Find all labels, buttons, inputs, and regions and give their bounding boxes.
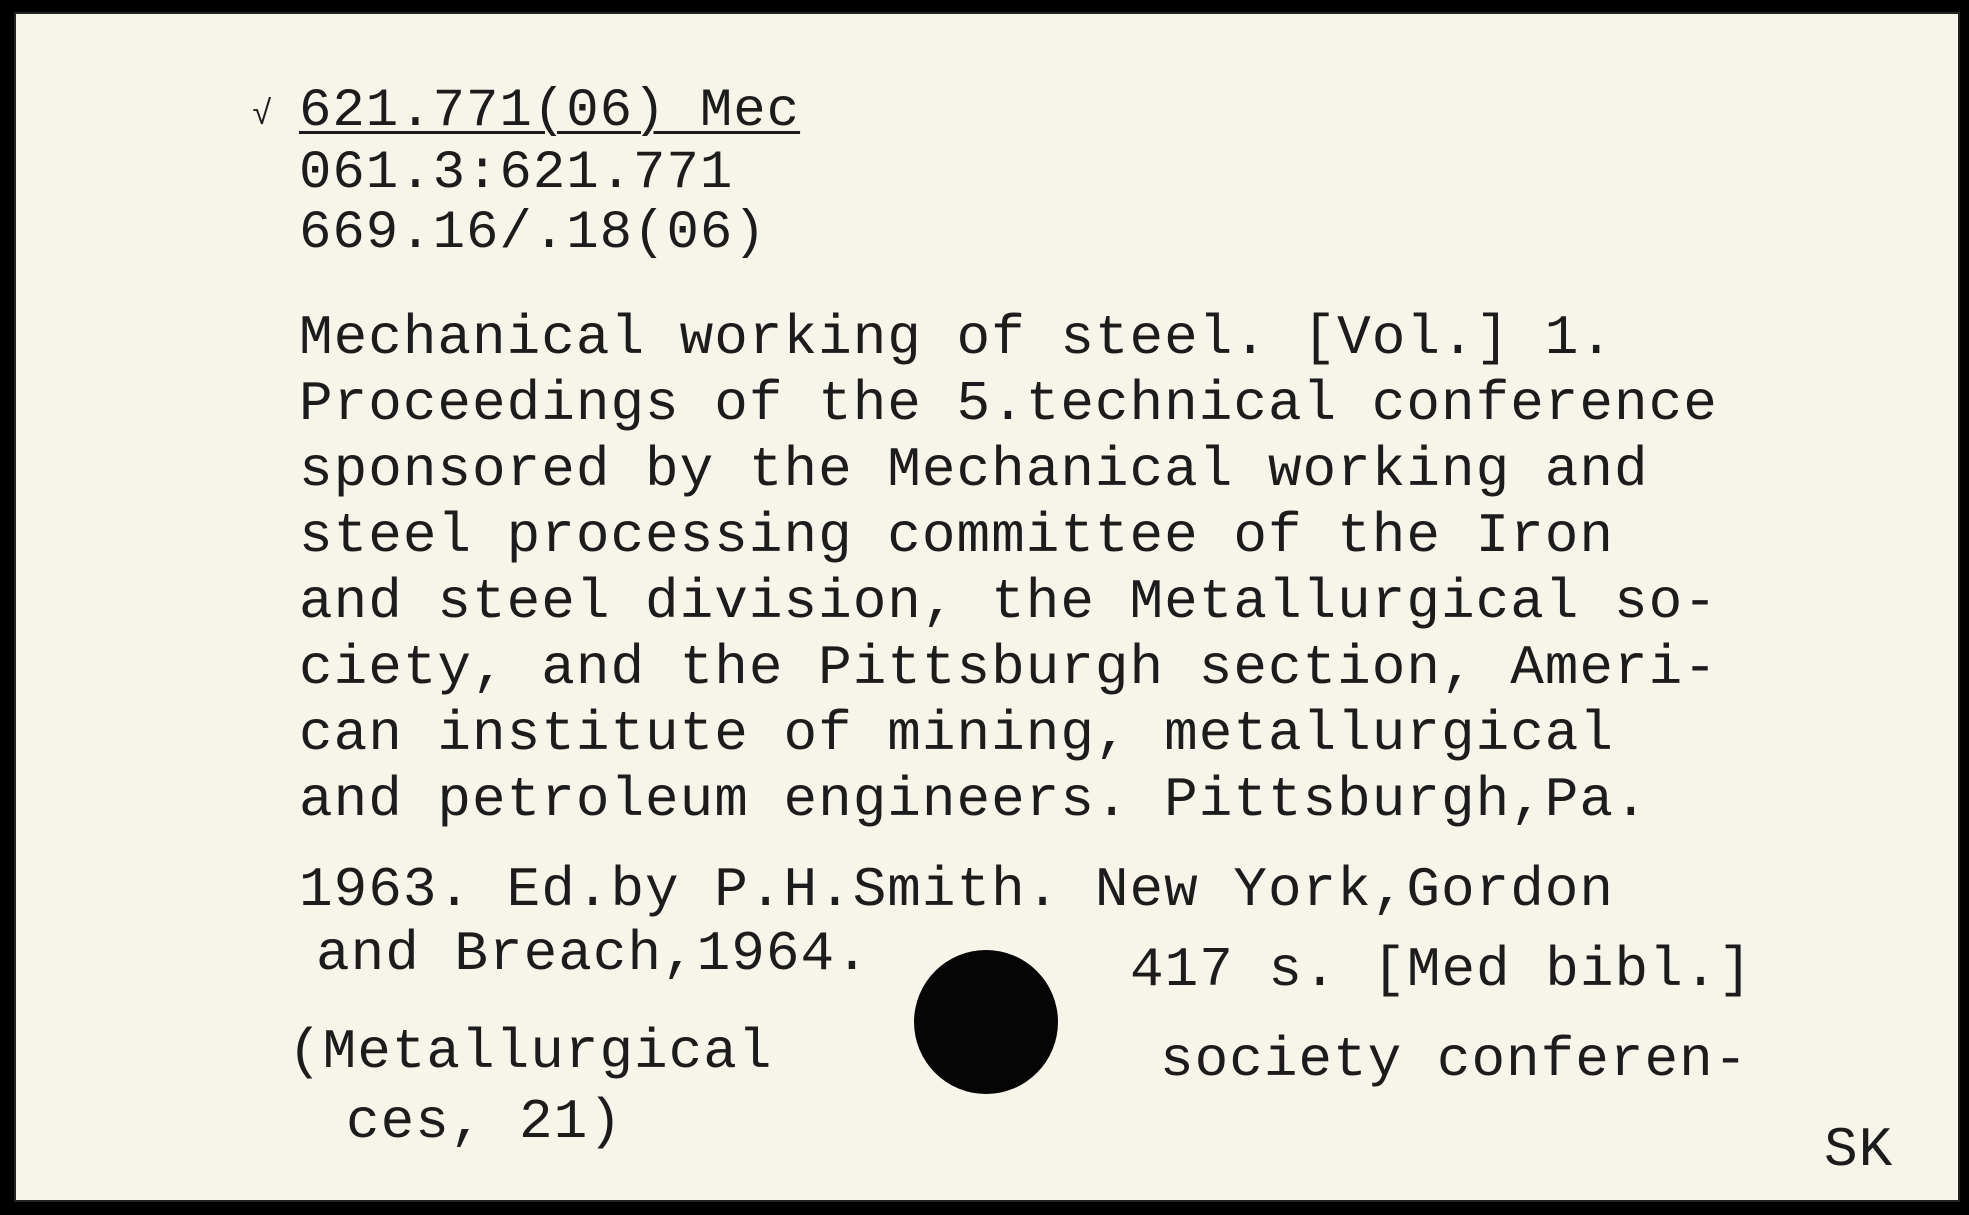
description-line-2: Proceedings of the 5.technical conference <box>299 372 1718 436</box>
cataloger-initials: SK <box>1824 1118 1894 1182</box>
catalog-card <box>14 12 1960 1202</box>
description-line-6: ciety, and the Pittsburgh section, Ameri- <box>299 636 1718 700</box>
pagination-line: 417 s. [Med bibl.] <box>1130 938 1753 1002</box>
description-line-8: and petroleum engineers. Pittsburgh,Pa. <box>299 768 1649 832</box>
check-mark: √ <box>252 97 273 135</box>
series-line-continued: society conferen- <box>1160 1028 1749 1092</box>
publisher-line: and Breach,1964. <box>316 922 870 986</box>
call-number: 621.771(06) Mec <box>299 81 801 142</box>
title-line: Mechanical working of steel. [Vol.] 1. <box>299 306 1615 370</box>
description-line-9: 1963. Ed.by P.H.Smith. New York,Gordon <box>299 858 1615 922</box>
description-line-3: sponsored by the Mechanical working and <box>299 438 1649 502</box>
series-line-start: (Metallurgical <box>288 1020 773 1084</box>
description-line-4: steel processing committee of the Iron <box>299 504 1615 568</box>
class-number-2: 061.3:621.771 <box>299 143 734 204</box>
class-number-3: 669.16/.18(06) <box>299 203 767 264</box>
punch-hole <box>914 950 1058 1094</box>
description-line-7: can institute of mining, metallurgical <box>299 702 1615 766</box>
description-line-5: and steel division, the Metallurgical so- <box>299 570 1718 634</box>
series-line-end: ces, 21) <box>346 1090 623 1154</box>
